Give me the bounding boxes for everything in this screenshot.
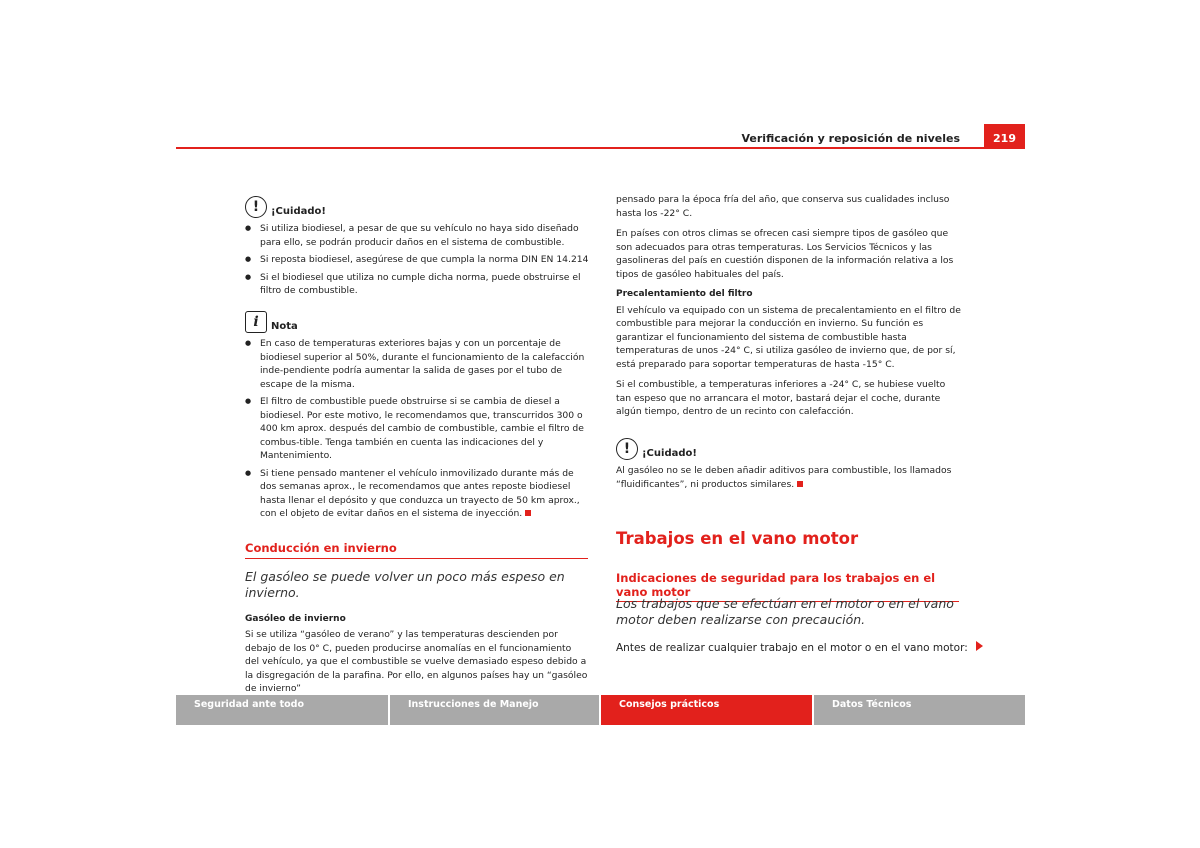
intro-line	[616, 641, 986, 654]
note-box	[245, 311, 590, 525]
section-lead: Los trabajos que se efectúan en el motor o en el vano motor deben realizarse con precaución.	[616, 596, 954, 627]
paragraph: En países con otros climas se ofrecen casi siempre tipos de gasóleo que son adecuados para otras temperaturas. Los Servicios Técnicos y las gasolineras del país en cuestión disponen de la información relativa a los tipos de gasóleo habituales del país.	[616, 228, 954, 280]
exclamation-circle-icon: !	[245, 196, 267, 218]
note-bullet: ● El filtro de combustible puede obstruirse si se cambia de diesel a biodiesel. Por este motivo, le recomendamos que, transcurridos 300 o 400 km aprox. después del cambio de combustible, cambie el filtro de combus-tible. Tenga también en cuenta las indicaciones del y Mantenimiento.	[245, 395, 590, 463]
note-bullet: ● En caso de temperaturas exteriores bajas y con un porcentaje de biodiesel superior al 50%, durante el funcionamiento de la calefacción inde-pendiente podría aumentar la salida de gases por el tubo de escape de la misma.	[245, 337, 590, 391]
caution-title: ¡Cuidado!	[271, 205, 326, 217]
exclamation-circle-icon: !	[616, 438, 638, 460]
paragraph: Si se utiliza “gasóleo de verano” y las temperaturas descienden por debajo de los 0° C, pueden producirse anomalías en el funcionamiento del vehículo, ya que el combustible se vuelve demasiado espeso debido a la disgregación de la parafina. Por ello, en algunos países hay un “gasóleo de invierno”	[245, 629, 588, 694]
paragraph: Si el combustible, a temperaturas inferiores a -24° C, se hubiese vuelto tan espeso que no arrancara el motor, bastará dejar el coche, durante algún tiempo, dentro de un recinto con calefacción.	[616, 379, 946, 417]
section-lead: El gasóleo se puede volver un poco más espeso en invierno.	[245, 568, 565, 600]
note-title: Nota	[271, 320, 298, 332]
caution-title: ¡Cuidado!	[642, 447, 697, 459]
subheading: Precalentamiento del filtro	[616, 289, 753, 299]
caution-box-right	[616, 438, 961, 491]
caution-text-body: Al gasóleo no se le deben añadir aditivos para combustible, los llamados “fluidificantes”, ni productos similares.	[616, 465, 952, 490]
caution-bullet: ● Si utiliza biodiesel, a pesar de que su vehículo no haya sido diseñado para ello, se podrán producir daños en el sistema de combustible.	[245, 222, 590, 249]
caution-bullet: ● Si reposta biodiesel, asegúrese de que cumpla la norma DIN EN 14.214	[245, 253, 590, 267]
triangle-arrow-right-icon	[976, 641, 983, 651]
caution-text	[616, 464, 961, 491]
winter-section	[245, 542, 588, 696]
paragraph: El vehículo va equipado con un sistema de precalentamiento en el filtro de combustible para mejorar la conducción en invierno. Su función es garantizar el funcionamiento del sistema de combustible hasta temperaturas de unos -24° C, si utiliza gasóleo de invierno que, de por sí, está preparado para soportar temperaturas de hasta -15° C.	[616, 304, 961, 370]
tab-consejos[interactable]: Consejos prácticos	[601, 695, 812, 725]
running-header-title: Verificación y reposición de niveles	[741, 132, 960, 145]
tab-datos[interactable]: Datos Técnicos	[814, 695, 1025, 725]
header-rule	[176, 147, 984, 149]
caution-bullet: ● Si el biodiesel que utiliza no cumple dicha norma, puede obstruirse el filtro de combustible.	[245, 271, 590, 298]
right-column-text	[616, 193, 961, 426]
paragraph: pensado para la época fría del año, que conserva sus cualidades incluso hasta los -22° C.	[616, 194, 950, 219]
chapter-title: Trabajos en el vano motor	[616, 529, 859, 548]
intro-text: Antes de realizar cualquier trabajo en el motor o en el vano motor:	[616, 642, 968, 654]
end-marker	[525, 510, 531, 516]
page-number: 219	[984, 124, 1025, 149]
note-bullet-text: Si tiene pensado mantener el vehículo inmovilizado durante más de dos semanas aprox., le recomendamos que antes reposte biodiesel hasta llenar el depósito y que conduzca un trayecto de 50 km aprox., con el objeto de evitar daños en el sistema de inyección.	[260, 467, 580, 519]
section-title: Conducción en invierno	[245, 542, 588, 559]
caution-box-left	[245, 196, 590, 302]
tab-instrucciones[interactable]: Instrucciones de Manejo	[390, 695, 599, 725]
tab-seguridad[interactable]: Seguridad ante todo	[176, 695, 388, 725]
section-title: Indicaciones de seguridad para los trabajos en el vano motor	[616, 571, 959, 602]
end-marker	[797, 481, 803, 487]
subheading: Gasóleo de invierno	[245, 613, 346, 624]
note-bullet	[245, 467, 590, 521]
info-icon: i	[245, 311, 267, 333]
